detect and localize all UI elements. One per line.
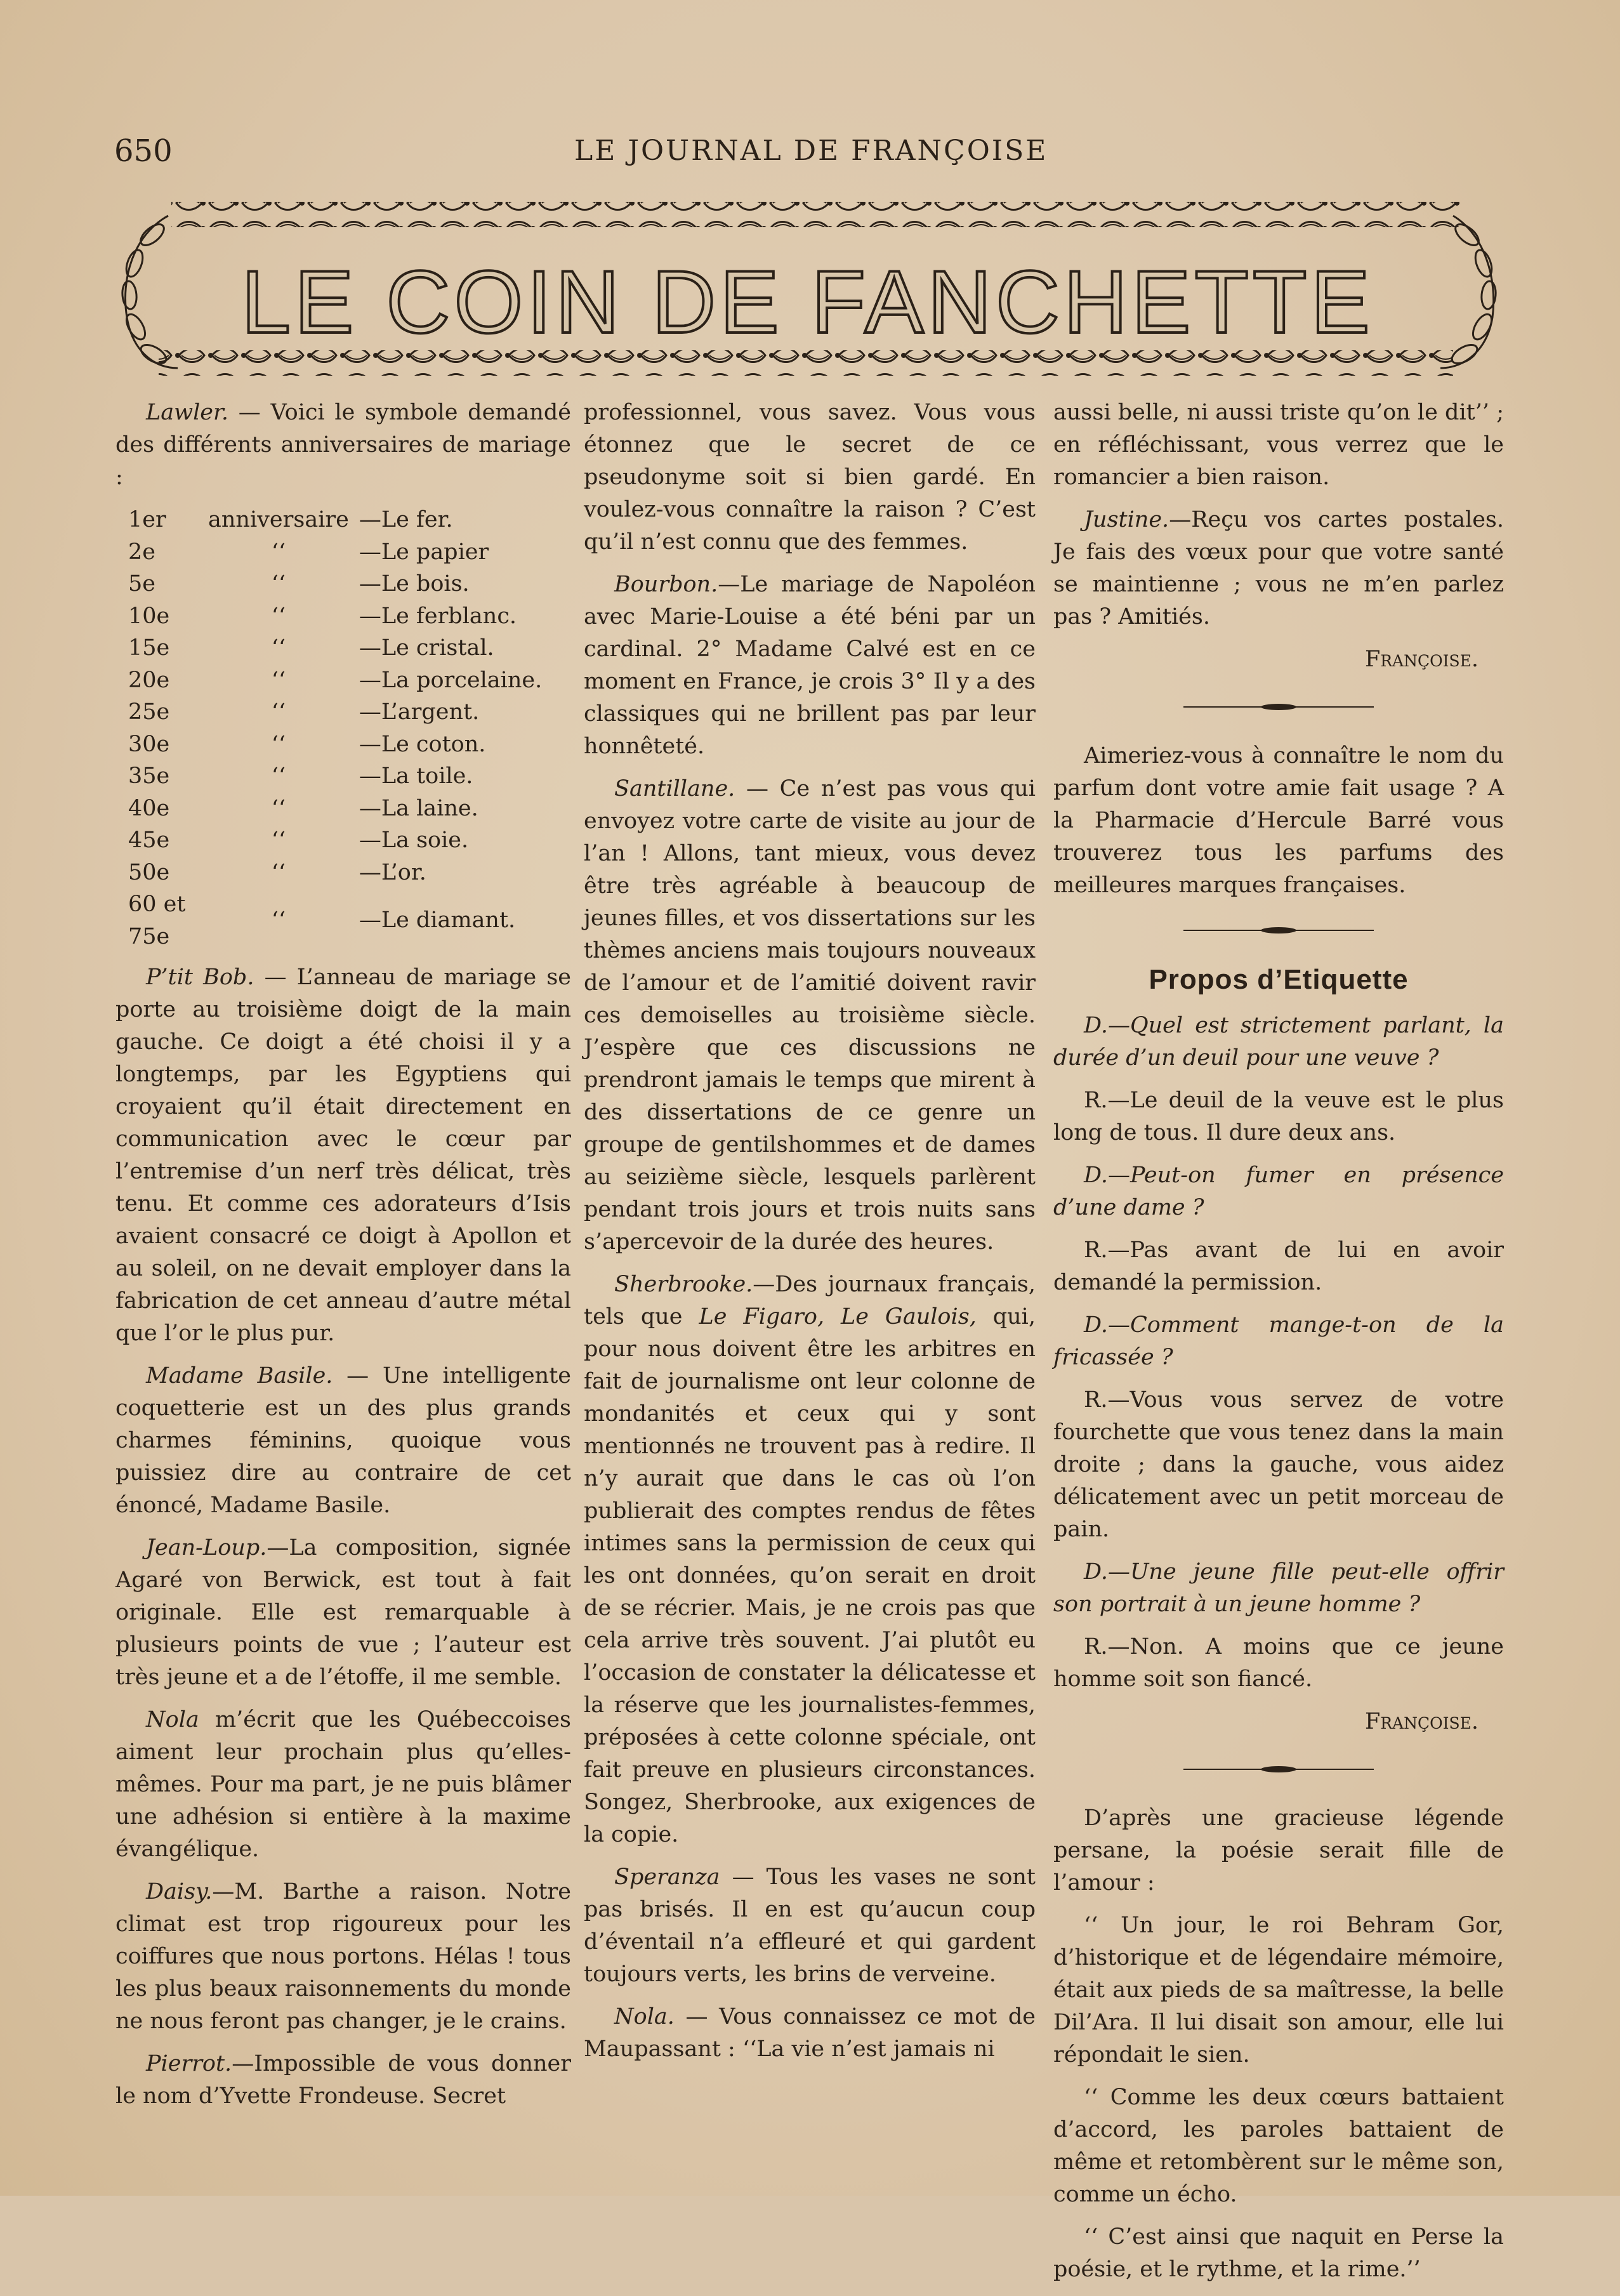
- legend-paragraph: D’après une gracieuse légende persane, la poésie serait fille de l’amour :: [1053, 1805, 1504, 1896]
- reply-text: —Des journaux français, tels que: [584, 1272, 1036, 1329]
- column-3: [1053, 397, 1504, 2296]
- anniversary-number: 2e: [128, 539, 155, 565]
- etiquette-answer: R.—Le deuil de la veuve est le plus long de tous. Il dure deux ans.: [1053, 1088, 1504, 1145]
- anniversary-number: 30e: [128, 731, 170, 757]
- divider-ornament: [1053, 912, 1504, 944]
- reply-justine: [1053, 504, 1504, 633]
- anniversary-gift: —Le diamant.: [359, 907, 516, 934]
- anniversary-number: 35e: [128, 763, 170, 789]
- correspondent-name: Nola: [146, 1707, 199, 1732]
- ditto-mark: ‘‘: [271, 731, 286, 757]
- reply-santillane: [584, 773, 1036, 1258]
- reply-ptit-bob: [115, 961, 571, 1350]
- anniversary-row: [123, 600, 547, 633]
- anniversary-row: [123, 632, 547, 664]
- reply-nola: [115, 1704, 571, 1866]
- ditto-mark: ‘‘: [271, 907, 286, 934]
- anniversary-row: [123, 824, 547, 857]
- correspondent-name: Nola.: [614, 2004, 675, 2029]
- anniversary-row: [123, 504, 547, 536]
- reply-text: —La composition, signée Agaré von Berwick, est tout à fait originale. Elle est remarquable à plusieurs points de vue ; l’auteur est très jeune et a de l’étoffe, il me semble.: [115, 1535, 571, 1690]
- anniversary-gift: —La soie.: [359, 828, 469, 853]
- anniversary-number: 25e: [128, 699, 170, 725]
- correspondent-name: Madame Basile.: [146, 1363, 333, 1389]
- divider-ornament: [1053, 1751, 1504, 1783]
- legend-paragraph: ‘‘ Un jour, le roi Behram Gor, d’historique et de légendaire mémoire, était aux pieds de sa maîtresse, la belle Dil’Ara. Il lui disait son amour, elle lui répondait le sien.: [1053, 1913, 1504, 2068]
- anniversary-gift: —Le ferblanc.: [359, 603, 517, 629]
- ditto-mark: ‘‘: [271, 699, 286, 725]
- running-header: [0, 133, 1620, 178]
- parfum-notice: Aimeriez-vous à connaître le nom du parfum dont votre amie fait usage ? A la Pharmacie d’Hercule Barré vous trouverez tous les parfums des meilleures marques françaises.: [1053, 743, 1504, 898]
- reply-text: —M. Barthe a raison. Notre climat est trop rigoureux pour les coiffures que nous portons. Hélas ! tous les plus beaux raisonnements du monde ne nous feront pas changer, je le crains.: [115, 1879, 571, 2034]
- ditto-mark: ‘‘: [271, 571, 286, 597]
- reply-text: — Vous connaissez ce mot de Maupassant : ‘‘La vie n’est jamais ni: [584, 2004, 1036, 2062]
- anniversary-gift: —Le bois.: [359, 571, 470, 597]
- correspondent-name: Pierrot.: [146, 2051, 232, 2076]
- reply-continuation: professionnel, vous savez. Vous vous étonnez que le secret de ce pseudonyme soit si bien gardé. En voulez-vous connaître la raison ? C’est qu’il n’est connu que des femmes.: [584, 400, 1036, 555]
- etiquette-question: D.—Quel est strictement parlant, la durée d’un deuil pour une veuve ?: [1053, 1013, 1504, 1071]
- reply-text: m’écrit que les Québeccoises aiment leur prochain plus qu’elles-mêmes. Pour ma part, je ne puis blâmer une adhésion si entière à la maxime évangélique.: [115, 1707, 571, 1862]
- correspondent-name: Sherbrooke.: [614, 1272, 753, 1297]
- reply-sherbrooke: [584, 1269, 1036, 1851]
- newspaper-title: Le Figaro,: [699, 1304, 825, 1329]
- anniversary-gift: —Le fer.: [359, 507, 453, 532]
- reply-text: qui, pour nous doivent être les arbitres en fait de journalisme ont leur colonne de mondanités et ceux qui y sont mentionnés ne trouvent pas à redire. Il n’y aurait que dans le cas où l’on publierait des comptes rendus de fêtes intimes sans la permission de ceux qui les ont données, qu’on serait en droit de se récrier. Mais, je ne crois pas que cela arrive très souvent. J’ai plutôt eu l’occasion de constater la délicatesse et la réserve que les journalistes-femmes, préposées à cette colonne spéciale, ont fait preuve en plusieurs circonstances. Songez, Sherbrooke, aux exigences de la copie.: [584, 1304, 1036, 1847]
- reply-pierrot: [115, 2048, 571, 2113]
- column-2: [584, 397, 1036, 2076]
- ditto-mark: ‘‘: [271, 763, 286, 789]
- persian-legend: [1053, 1802, 1504, 2286]
- correspondent-name: Bourbon.: [614, 572, 718, 597]
- section-banner: [108, 190, 1507, 384]
- reply-text: —Impossible de vous donner le nom d’Yvette Frondeuse. Secret: [115, 2051, 571, 2109]
- section-title: LE COIN DE FANCHETTE: [241, 252, 1374, 352]
- anniversary-gift: —L’argent.: [359, 699, 480, 725]
- etiquette-answer: R.—Vous vous servez de votre fourchette que vous tenez dans la main droite ; dans la gauche, vous aidez délicatement avec un petit morceau de pain.: [1053, 1387, 1504, 1542]
- anniversary-gift: —Le cristal.: [359, 635, 494, 661]
- reply-text: —Le mariage de Napoléon avec Marie-Louise a été béni par un cardinal. 2° Madame Calvé est en ce moment en France, je crois 3° Il y a des classiques qui ne brillent pas par leur honnêteté.: [584, 572, 1036, 759]
- ditto-mark: ‘‘: [271, 635, 286, 661]
- ditto-mark: anniversaire: [208, 507, 349, 532]
- anniversaries-list: [123, 504, 547, 953]
- ditto-mark: ‘‘: [271, 667, 286, 693]
- anniversary-number: 1er: [128, 507, 166, 532]
- anniversary-row: [123, 568, 547, 600]
- reply-daisy: [115, 1876, 571, 2038]
- anniversary-row: [123, 696, 547, 729]
- anniversary-row: [123, 536, 547, 569]
- ditto-mark: ‘‘: [271, 795, 286, 821]
- etiquette-heading: Propos d’Etiquette: [1149, 964, 1409, 995]
- page-number: 650: [114, 133, 173, 169]
- anniversary-row: [123, 729, 547, 761]
- reply-madame-basile: [115, 1360, 571, 1522]
- anniversary-gift: —La toile.: [359, 763, 473, 789]
- reply-bourbon: [584, 569, 1036, 763]
- anniversary-number: 10e: [128, 603, 170, 629]
- reply-jean-loup: [115, 1532, 571, 1694]
- reply-nola-2: [584, 2001, 1036, 2066]
- divider-ornament: [1053, 689, 1504, 721]
- correspondent-name: Daisy.: [146, 1879, 213, 1904]
- correspondent-name: Jean-Loup.: [146, 1535, 267, 1560]
- ditto-mark: ‘‘: [271, 603, 286, 629]
- running-title: LE JOURNAL DE FRANÇOISE: [574, 135, 1048, 167]
- signature: Françoise.: [1364, 1709, 1478, 1734]
- etiquette-answer: R.—Non. A moins que ce jeune homme soit son fiancé.: [1053, 1634, 1504, 1692]
- etiquette-qa-list: [1053, 1010, 1504, 1696]
- etiquette-question: D.—Comment mange-t-on de la fricassée ?: [1053, 1312, 1504, 1370]
- anniversary-number: 50e: [128, 859, 170, 885]
- reply-continuation: aussi belle, ni aussi triste qu’on le dit’’ ; en réfléchissant, vous verrez que le romancier a bien raison.: [1053, 400, 1504, 490]
- etiquette-answer: R.—Pas avant de lui en avoir demandé la permission.: [1053, 1237, 1504, 1295]
- anniversary-row: [123, 793, 547, 825]
- column-1: [115, 397, 571, 2123]
- legend-paragraph: ‘‘ Comme les deux cœurs battaient d’accord, les paroles battaient de même et retombèrent sur le même son, comme un écho.: [1053, 2085, 1504, 2207]
- reply-text: — Tous les vases ne sont pas brisés. Il en est qu’aucun coup d’éventail n’a effleuré et qui gardent toujours verts, les brins de verveine.: [584, 1864, 1036, 1987]
- anniversary-row: [123, 888, 547, 953]
- reply-text: — Ce n’est pas vous qui envoyez votre carte de visite au jour de l’an ! Allons, tant mieux, vous devez être très agréable à beaucoup de jeunes filles, et vos dissertations sur les thèmes anciens mais toujours nouveaux de l’amour et de l’amitié doivent ravir ces demoiselles au troisième siècle. J’espère que ces discussions ne prendront jamais le temps que mirent à des dissertations de ce genre un groupe de gentilshommes et de dames au seizième siècle, lesquels parlèrent pendant trois jours et trois nuits sans s’apercevoir de la durée des heures.: [584, 776, 1036, 1255]
- ditto-mark: ‘‘: [271, 539, 286, 565]
- etiquette-question: D.—Une jeune fille peut-elle offrir son portrait à un jeune homme ?: [1053, 1559, 1504, 1617]
- anniversary-row: [123, 857, 547, 889]
- ditto-mark: ‘‘: [271, 859, 286, 885]
- legend-paragraph: ‘‘ C’est ainsi que naquit en Perse la poésie, et le rythme, et la rime.’’: [1053, 2224, 1504, 2282]
- etiquette-question: D.—Peut-on fumer en présence d’une dame ?: [1053, 1163, 1504, 1220]
- anniversary-gift: —L’or.: [359, 859, 426, 885]
- reply-speranza: [584, 1861, 1036, 1991]
- anniversary-gift: —La porcelaine.: [359, 667, 543, 693]
- anniversary-number: 45e: [128, 828, 170, 853]
- reply-text: — Voici le symbole demandé des différents anniversaires de mariage :: [115, 400, 571, 490]
- anniversary-number: 60 et 75e: [128, 892, 186, 949]
- anniversary-number: 20e: [128, 667, 170, 693]
- ditto-mark: ‘‘: [271, 828, 286, 853]
- anniversary-number: 5e: [128, 571, 155, 597]
- signature: Françoise.: [1364, 647, 1478, 672]
- correspondent-name: Santillane.: [614, 776, 735, 802]
- anniversary-row: [123, 760, 547, 793]
- correspondent-name: Justine.: [1084, 507, 1169, 532]
- newspaper-title: Le Gaulois,: [840, 1304, 977, 1329]
- anniversary-gift: —Le coton.: [359, 731, 486, 757]
- anniversary-gift: —Le papier: [359, 539, 489, 565]
- reply-lawler: [115, 397, 571, 494]
- reply-text: —Reçu vos cartes postales. Je fais des vœux pour que votre santé se maintienne ; vous ne m’en parlez pas ? Amitiés.: [1053, 507, 1504, 630]
- reply-text: — Une intelligente coquetterie est un des plus grands charmes féminins, quoique vous puissiez dire au contraire de cet énoncé, Madame Basile.: [115, 1363, 571, 1518]
- anniversary-gift: —La laine.: [359, 795, 478, 821]
- correspondent-name: Speranza: [614, 1864, 720, 1890]
- correspondent-name: Lawler.: [146, 400, 228, 425]
- anniversary-row: [123, 664, 547, 697]
- anniversary-number: 15e: [128, 635, 170, 661]
- anniversary-number: 40e: [128, 795, 170, 821]
- reply-text: — L’anneau de mariage se porte au troisième doigt de la main gauche. Ce doigt a été choisi il y a longtemps, par les Egyptiens qui croyaient qu’il était directement en communication avec le cœur par l’entremise d’un nerf très délicat, très tenu. Et comme ces adorateurs d’Isis avaient consacré ce doigt à Apollon et au soleil, on ne devait employer dans la fabrication de cet anneau d’autre métal que l’or le plus pur.: [115, 965, 571, 1346]
- correspondent-name: P’tit Bob.: [146, 965, 254, 990]
